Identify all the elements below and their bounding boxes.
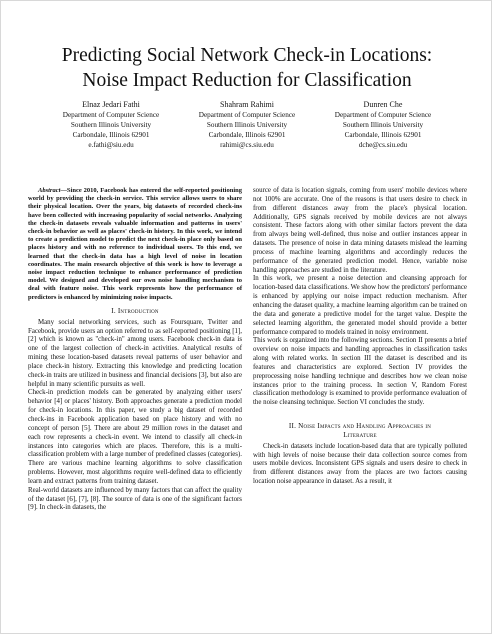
author-name: Shahram Rahimi bbox=[220, 100, 274, 109]
author-name: Elnaz Jedari Fathi bbox=[82, 100, 140, 109]
intro-paragraph-2: Check-in prediction models can be generated by analyzing either users' behavior [4] or places' history. Both approaches generate a prediction model for check-in locations. In this paper, we study a big dataset of recorded check-ins in Facebook application based on place history and with no concept of person [5]. There are about 29 million rows in the dataset and each row represents a check-in event. We intend to classify all check-in instances into categories which are places. Therefore, this is a multi-classification problem with a large number of predefined classes (categories). There are various machine learning algorithms to solve classification problems. However, most algorithms require well-defined data to efficiently learn and extract patterns from training dataset. bbox=[28, 389, 242, 485]
author-dept: Department of Computer Science bbox=[62, 111, 160, 119]
author-city: Carbondale, Illinois 62901 bbox=[72, 131, 150, 139]
author-city: Carbondale, Illinois 62901 bbox=[208, 131, 286, 139]
author-block bbox=[21, 99, 473, 150]
author-email: rahimi@cs.siu.edu bbox=[220, 141, 274, 149]
author-univ: Southern Illinois University bbox=[70, 121, 152, 129]
section-title: Introduction bbox=[117, 306, 159, 315]
intro-paragraph-6: This work is organized into the following sections. Section II presents a brief overview on noise impacts and handling approaches in classification tasks along with related works. In section III the dataset is described and its features and characteristics are explored. Section IV provides the preprocessing noise handling technique and describes how we clean noise instances prior to the training process. In section V, Random Forest classification methodology is examined to provide performance evaluation of the noise cleansing technique. Section VI concludes the study. bbox=[253, 337, 467, 407]
title-line-1: Predicting Social Network Check-in Locations: bbox=[61, 45, 433, 66]
abstract-label: Abstract bbox=[38, 187, 61, 194]
title-line-2: Noise Impact Reduction for Classification bbox=[82, 70, 412, 91]
section-number: II. bbox=[288, 422, 297, 431]
section-2-paragraph-1: Check-in datasets include location-based data that are typically polluted with high levels of noise because their data collection source comes from users mobile devices. Inconsistent GPS signals and users desire to check in from different distances away from the places are two factors causing location noise appearance in dataset. As a result, it bbox=[253, 442, 467, 486]
right-column bbox=[253, 187, 467, 487]
intro-paragraph-4: source of data is location signals, coming from users' mobile devices where not 100% are accurate. One of the reasons is that users desire to check in from different distances away from the place's physical location. Additionally, GPS signals received by mobile devices are not always consistent. These factors along with other similar factors prevent the data from always being well-defined, thus noise and outlier instances appear in datasets. The presence of noise in data mining datasets mislead the learning process of machine learning algorithms and accordingly reduces the performance of the generated prediction model. Hence, variable noise handling approaches are studied in the literature. bbox=[253, 187, 467, 274]
author-dept: Department of Computer Science bbox=[198, 111, 296, 119]
author-2 bbox=[187, 99, 307, 150]
author-name: Dunren Che bbox=[363, 100, 403, 109]
intro-paragraph-3: Real-world datasets are influenced by many factors that can affect the quality of the dataset [6], [7], [8]. The source of data is one of the significant factors [9]. In check-in datasets, the bbox=[28, 486, 242, 512]
author-city: Carbondale, Illinois 62901 bbox=[344, 131, 422, 139]
intro-paragraph-1: Many social networking services, such as Foursquare, Twitter and Facebook, provide users an option referred to as self-reported positioning [1], [2] which is known as "check-in" among users. Facebook check-in data is one of the largest collection of check-in activities. Analytical results of mining these location-based datasets reveal patterns of user behavior and place check-in history. Extracting this knowledge and predicting location check-in traits are utilized in business and financial decisions [3], but also are helpful in many scientific pursuits as well. bbox=[28, 318, 242, 388]
abstract-text: —Since 2010, Facebook has entered the self-reported positioning world by providing the check-in service. This service allows users to share their physical location. Over the years, big datasets of recorded check-ins have been collected with increasing popularity of social networks. Analyzing the check-in datasets reveals valuable information and patterns in users' check-in behavior as well as places' check-in history. In this work, we intend to create a prediction model to predict the next check-in place only based on places history and with no reference to individual users. To this end, we learned that the check-in data has a high level of noise in location coordinates. The main research objective of this work is how to leverage a noise impact reduction technique to enhance performance of prediction model. We designed and developed our own noise handling mechanism to deal with feature noise. This work represents how the performance of predictors is enhanced by minimizing noise impacts. bbox=[28, 187, 242, 301]
author-email: e.fathi@siu.edu bbox=[88, 141, 134, 149]
section-title-cont: Literature bbox=[343, 430, 377, 439]
author-3 bbox=[323, 99, 443, 150]
left-column bbox=[28, 187, 242, 513]
section-1-heading bbox=[28, 307, 242, 316]
abstract bbox=[28, 187, 242, 302]
author-dept: Department of Computer Science bbox=[334, 111, 432, 119]
intro-paragraph-5: In this work, we present a noise detection and cleansing approach for location-based data classifications. We show how the predictors' performance is enhanced by applying our noise impact reduction mechanism. After enhancing the dataset quality, a machine learning algorithm can be trained on the data and generate a predictive model for the target value. Despite the selected learning algorithm, the generated model should provide a better performance compared to models trained in noisy environment. bbox=[253, 275, 467, 336]
author-1 bbox=[51, 99, 171, 150]
section-number: I. bbox=[111, 306, 116, 315]
author-univ: Southern Illinois University bbox=[342, 121, 424, 129]
paper-title bbox=[21, 43, 473, 93]
author-univ: Southern Illinois University bbox=[206, 121, 288, 129]
section-title: Noise Impacts and Handling Approaches in bbox=[298, 422, 432, 431]
section-2-heading bbox=[253, 422, 467, 440]
author-email: dche@cs.siu.edu bbox=[358, 141, 408, 149]
